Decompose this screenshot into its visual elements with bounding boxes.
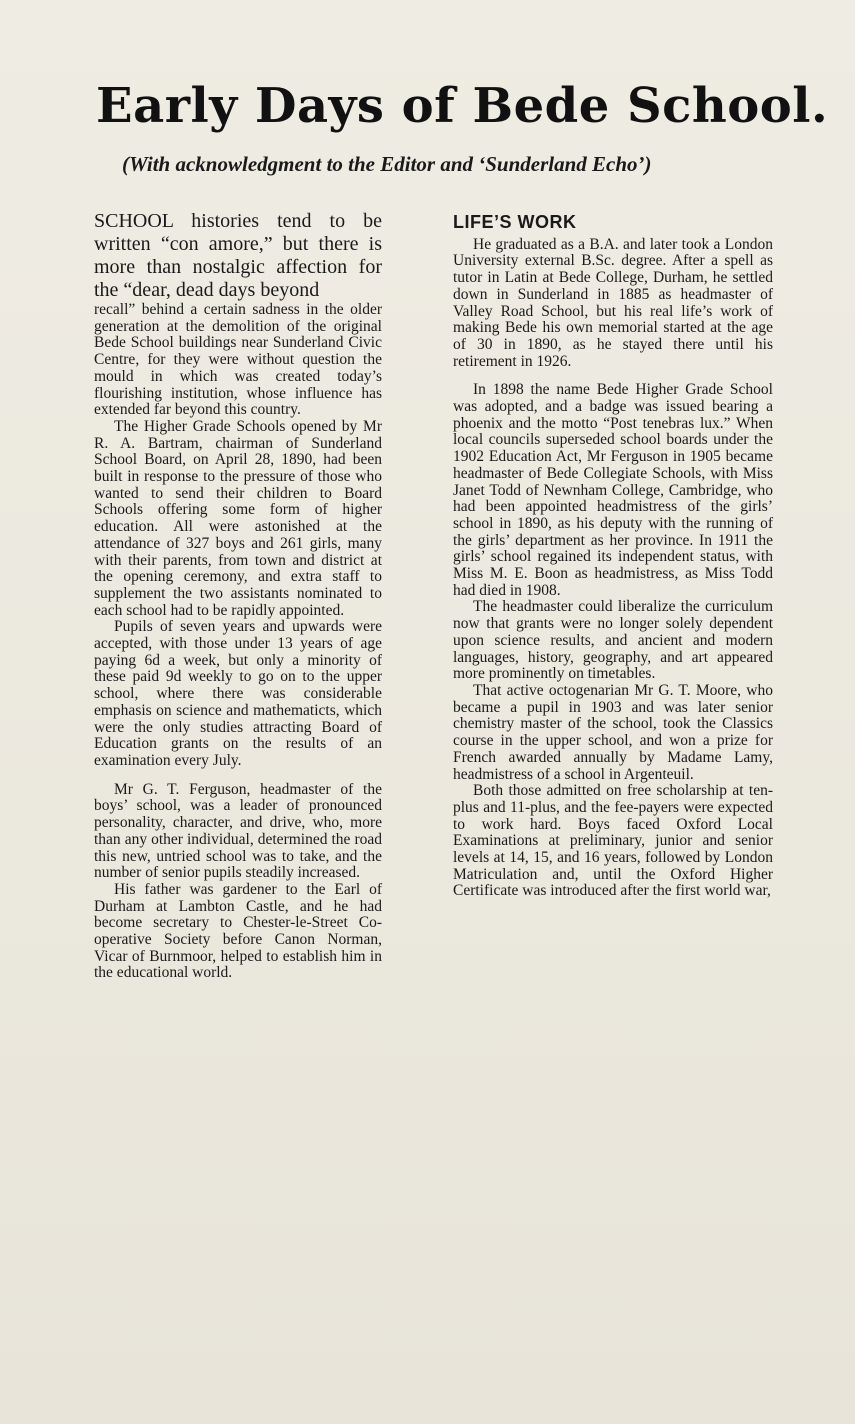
paragraph: Pupils of seven years and upwards were accepted, with those under 13 years of age paying 6d a week, but only a minority of these paid 9d weekly to go on to the upper school, where there was considerable emphasis on science and mathematicts, which were the only studies attracting Board of Education grants on the results of an examination every July.: [94, 618, 382, 769]
article-subtitle: (With acknowledgment to the Editor and ‘Sunderland Echo’): [122, 152, 652, 176]
paragraph: That active octogenarian Mr G. T. Moore, who became a pupil in 1903 and was later senior chemistry master of the school, took the Classics course in the upper school, and won a prize for French awarded annually by Madame Lamy, headmistress of a school in Argenteuil.: [453, 681, 773, 783]
paragraph: The headmaster could liberalize the curriculum now that grants were no longer solely dependent upon science results, and ancient and modern languages, history, geography, and art appeared more prominently on timetables.: [453, 598, 773, 683]
left-column: [94, 210, 382, 982]
paragraph: Both those admitted on free scholarship at ten-plus and 11-plus, and the fee-payers were expected to work hard. Boys faced Oxford Local Examinations at preliminary, junior and senior levels at 14, 15, and 16 years, followed by London Matriculation and, until the Oxford Higher Certificate was introduced after the first world war,: [453, 782, 773, 900]
paragraph: He graduated as a B.A. and later took a London University external B.Sc. degree. After a spell as tutor in Latin at Bede College, Durham, he settled down in Sunderland in 1885 as headmaster of Valley Road School, but his real life’s work of making Bede his own memorial started at the age of 30 in 1890, as he stayed there until his retirement in 1926.: [453, 235, 773, 370]
paragraph: recall” behind a certain sadness in the older generation at the demolition of the original Bede School buildings near Sunderland Civic Centre, for they were without question the mould in which was created today’s flourishing institution, whose influence has extended far beyond this country.: [94, 301, 382, 419]
intro-paragraph: SCHOOL histories tend to be written “con amore,” but there is more than nostalgic affection for the “dear, dead days beyond: [94, 210, 382, 301]
paragraph: Mr G. T. Ferguson, headmaster of the boys’ school, was a leader of pronounced personality, character, and drive, who, more than any other individual, determined the road this new, untried school was to take, and the number of senior pupils steadily increased.: [94, 780, 382, 882]
right-column: [453, 210, 773, 900]
section-heading: LIFE’S WORK: [453, 212, 577, 232]
paragraph: His father was gardener to the Earl of Durham at Lambton Castle, and he had become secretary to Chester-le-Street Co-operative Society before Canon Norman, Vicar of Burnmoor, helped to establish him in the educational world.: [94, 880, 382, 982]
paragraph: The Higher Grade Schools opened by Mr R. A. Bartram, chairman of Sunderland School Board, on April 28, 1890, had been built in response to the pressure of those who wanted to send their children to Board Schools offering some form of higher education. All were astonished at the attendance of 327 boys and 261 girls, many with their parents, from town and district at the opening ceremony, and extra staff to supplement the two assistants nominated to each school had to be rapidly appointed.: [94, 417, 382, 619]
paragraph: In 1898 the name Bede Higher Grade School was adopted, and a badge was issued bearing a phoenix and the motto “Post tenebras lux.” When local councils superseded school boards under the 1902 Education Act, Mr Ferguson in 1905 became headmaster of Bede Collegiate Schools, with Miss Janet Todd of Newnham College, Cambridge, who had been appointed headmistress of the girls’ school in 1890, as his deputy with the running of the girls’ department as her province. In 1911 the girls’ school regained its independent status, with Miss M. E. Boon as headmistress, as Miss Todd had died in 1908.: [453, 381, 773, 599]
article-title: Early Days of Bede School.: [96, 78, 829, 134]
